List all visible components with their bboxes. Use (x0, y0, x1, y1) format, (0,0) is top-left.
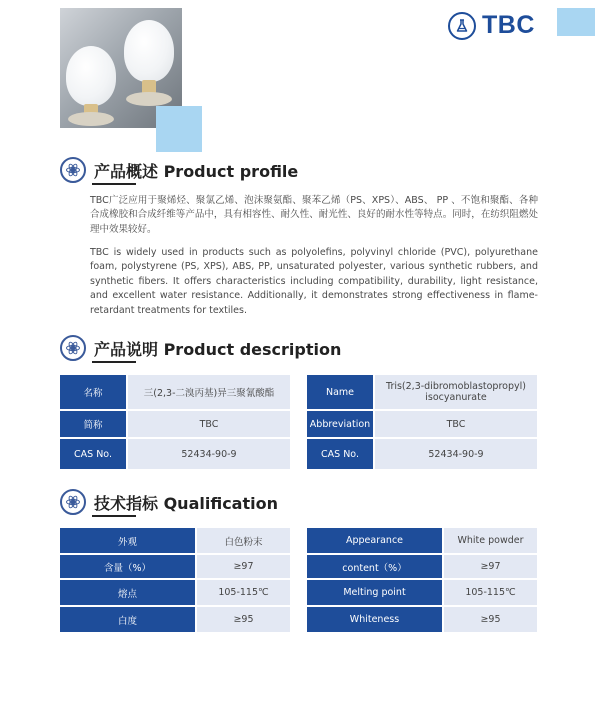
table-key: content（%） (307, 555, 442, 578)
table-row (307, 580, 537, 605)
profile-text-cn: TBC广泛应用于聚烯烃、聚氯乙烯、泡沫聚氨酯、聚苯乙烯（PS、XPS）、ABS、 PP 、不饱和聚酯、各种合成橡胶和合成纤维等产品中，具有相容性、耐久性、耐光性、良好的耐水性等特点。同时，在纺织阻燃处理中效果较好。 (90, 195, 538, 235)
table-value: 白色粉末 (197, 528, 290, 553)
description-heading (60, 335, 341, 361)
accent-square (156, 106, 202, 152)
table-row (307, 375, 537, 409)
table-key: Abbreviation (307, 411, 373, 437)
table-value: ≥95 (197, 607, 290, 632)
table-key: Appearance (307, 528, 442, 553)
table-value: 52434-90-9 (375, 439, 537, 469)
table-key: 外观 (60, 528, 195, 553)
table-value: ≥97 (444, 555, 537, 578)
table-row (307, 439, 537, 469)
table-key: 熔点 (60, 580, 195, 605)
profile-text-en: TBC is widely used in products such as polyolefins, polyvinyl chloride (PVC), polyurethane foam, polystyrene (PS, XPS), ABS, PP, unsaturated polyester, various synthetic rubbers, and synthetic fibers. It offers characteristics including compatibility, durability, light resistance, and excellent water resistance. Additionally, it demonstrates strong effectiveness in flame-retardant treatments for textiles. (90, 247, 538, 316)
table-value: White powder (444, 528, 537, 553)
profile-heading (60, 157, 298, 183)
table-value: ≥95 (444, 607, 537, 632)
table-key: CAS No. (307, 439, 373, 469)
table-row (307, 607, 537, 632)
molecule-icon (60, 335, 86, 361)
table-value: Tris(2,3-dibromoblastopropyl) isocyanurate (375, 375, 537, 409)
description-table-cn (58, 373, 292, 471)
table-row (60, 528, 290, 553)
table-value: 52434-90-9 (128, 439, 290, 469)
table-value: 105-115℃ (197, 580, 290, 605)
table-value: 三(2,3-二溴丙基)异三聚氰酸酯 (128, 375, 290, 409)
accent-corner (557, 8, 595, 36)
brand-logo (448, 11, 535, 40)
table-key: Melting point (307, 580, 442, 605)
table-key: Whiteness (307, 607, 442, 632)
table-key: CAS No. (60, 439, 126, 469)
table-key: Name (307, 375, 373, 409)
table-row (307, 555, 537, 578)
table-key: 名称 (60, 375, 126, 409)
title-underline (92, 183, 136, 185)
table-key: 白度 (60, 607, 195, 632)
table-value: ≥97 (197, 555, 290, 578)
table-row (60, 411, 290, 437)
table-row (307, 411, 537, 437)
table-key: 简称 (60, 411, 126, 437)
table-row (60, 607, 290, 632)
table-key: 含量（%） (60, 555, 195, 578)
molecule-icon (60, 489, 86, 515)
description-table-en (305, 373, 539, 471)
flask-icon (448, 12, 476, 40)
molecule-icon (60, 157, 86, 183)
table-row (60, 439, 290, 469)
table-value: TBC (128, 411, 290, 437)
qualification-table-cn (58, 526, 292, 634)
qualification-heading (60, 489, 278, 515)
qualification-table-en (305, 526, 539, 634)
table-row (307, 528, 537, 553)
table-row (60, 375, 290, 409)
section-title: 技术指标 Qualification (94, 493, 278, 513)
table-value: TBC (375, 411, 537, 437)
title-underline (92, 361, 136, 363)
table-row (60, 580, 290, 605)
table-value: 105-115℃ (444, 580, 537, 605)
section-title: 产品说明 Product description (94, 339, 342, 359)
brand-name: TBC (482, 11, 535, 39)
title-underline (92, 515, 136, 517)
section-title: 产品概述 Product profile (94, 161, 299, 181)
table-row (60, 555, 290, 578)
